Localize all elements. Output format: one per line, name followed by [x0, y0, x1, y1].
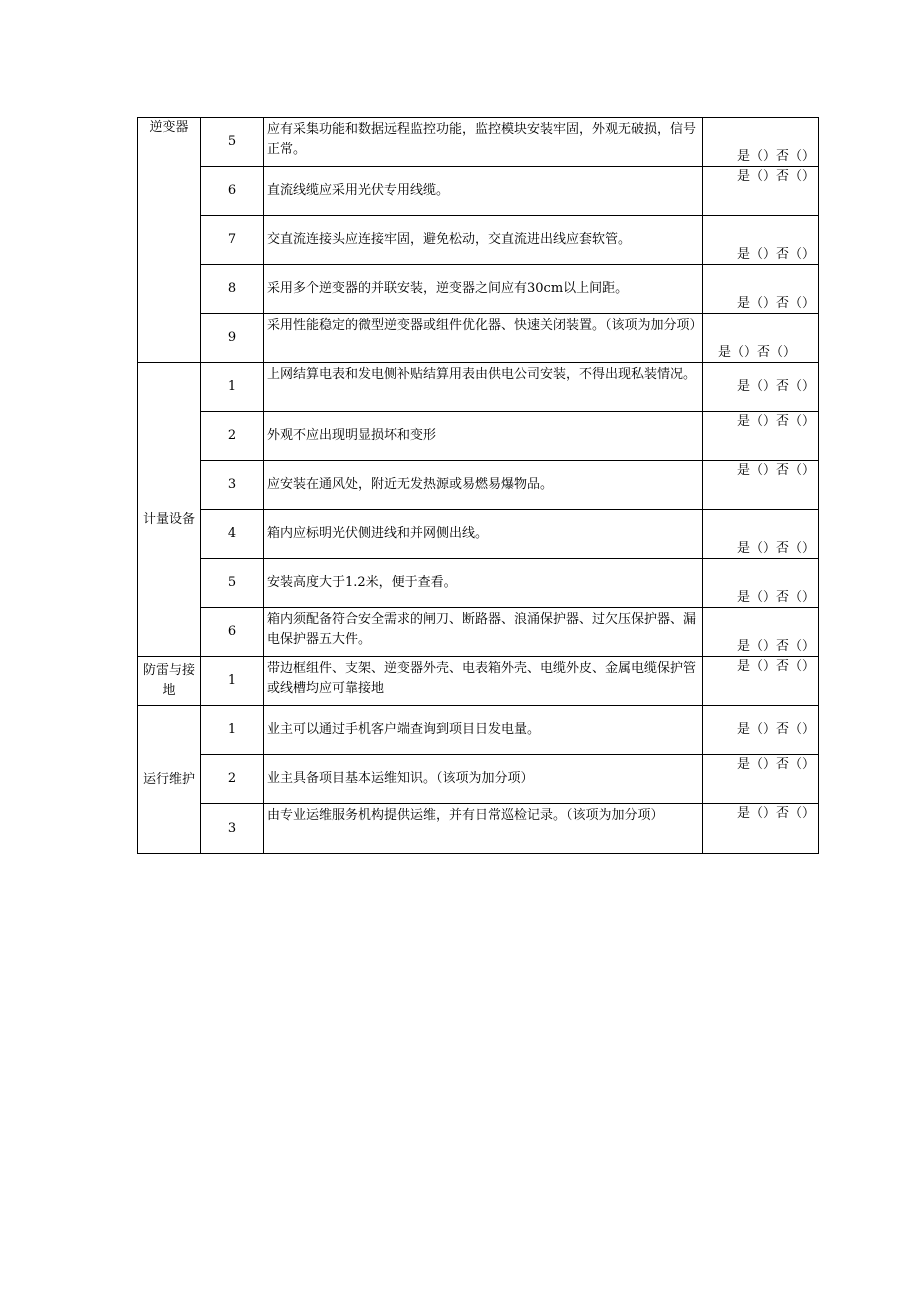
- yes-no-options[interactable]: 是（）否（）: [736, 541, 815, 556]
- result-cell[interactable]: [703, 559, 819, 608]
- item-number: 7: [201, 216, 264, 265]
- item-description: 箱内须配备符合安全需求的闸刀、断路器、浪涌保护器、过欠压保护器、漏电保护器五大件。: [264, 608, 703, 657]
- result-cell[interactable]: [703, 216, 819, 265]
- table-row: [138, 755, 819, 804]
- result-cell[interactable]: [703, 118, 819, 167]
- category-cell: 运行维护: [138, 706, 201, 854]
- item-description: 业主可以通过手机客户端查询到项目日发电量。: [264, 706, 703, 755]
- yes-no-options[interactable]: 是（）否（）: [736, 639, 815, 654]
- item-description: 安装高度大于1.2米，便于查看。: [264, 559, 703, 608]
- item-description: 上网结算电表和发电侧补贴结算用表由供电公司安装，不得出现私装情况。: [264, 363, 703, 412]
- table-row: [138, 804, 819, 854]
- table-row: [138, 314, 819, 363]
- result-cell[interactable]: [703, 657, 819, 706]
- item-number: 4: [201, 510, 264, 559]
- table-row: [138, 657, 819, 706]
- table-row: [138, 608, 819, 657]
- yes-no-options[interactable]: 是（）否（）: [736, 149, 815, 164]
- category-cell: 防雷与接地: [138, 657, 201, 706]
- result-cell[interactable]: [703, 755, 819, 804]
- table-row: [138, 167, 819, 216]
- item-number: 5: [201, 559, 264, 608]
- table-row: [138, 510, 819, 559]
- item-number: 8: [201, 265, 264, 314]
- category-cell: 逆变器: [138, 118, 201, 363]
- table-row: [138, 265, 819, 314]
- item-number: 1: [201, 657, 264, 706]
- category-cell: 计量设备: [138, 363, 201, 657]
- table-row: [138, 706, 819, 755]
- inspection-table: [137, 117, 819, 854]
- table-row: [138, 118, 819, 167]
- item-number: 9: [201, 314, 264, 363]
- yes-no-options[interactable]: 是（）否（）: [736, 379, 815, 394]
- result-cell[interactable]: [703, 510, 819, 559]
- result-cell[interactable]: [703, 412, 819, 461]
- yes-no-options[interactable]: 是（）否（）: [736, 722, 815, 737]
- yes-no-options[interactable]: 是（）否（）: [736, 806, 815, 821]
- item-description: 业主具备项目基本运维知识。（该项为加分项）: [264, 755, 703, 804]
- result-cell[interactable]: [703, 363, 819, 412]
- result-cell[interactable]: [703, 608, 819, 657]
- result-cell[interactable]: [703, 167, 819, 216]
- yes-no-options[interactable]: 是（）否（）: [736, 169, 815, 184]
- result-cell[interactable]: [703, 314, 819, 363]
- yes-no-options[interactable]: 是（）否（）: [736, 659, 815, 674]
- item-description: 采用多个逆变器的并联安装，逆变器之间应有30cm以上间距。: [264, 265, 703, 314]
- item-number: 3: [201, 461, 264, 510]
- item-description: 带边框组件、支架、逆变器外壳、电表箱外壳、电缆外皮、金属电缆保护管或线槽均应可靠接地: [264, 657, 703, 706]
- yes-no-options[interactable]: 是（）否（）: [736, 757, 815, 772]
- item-description: 交直流连接头应连接牢固，避免松动，交直流进出线应套软管。: [264, 216, 703, 265]
- item-number: 3: [201, 804, 264, 854]
- result-cell[interactable]: [703, 706, 819, 755]
- item-number: 2: [201, 412, 264, 461]
- item-number: 5: [201, 118, 264, 167]
- yes-no-options[interactable]: 是（）否（）: [736, 247, 815, 262]
- item-description: 由专业运维服务机构提供运维，并有日常巡检记录。（该项为加分项）: [264, 804, 703, 854]
- item-number: 2: [201, 755, 264, 804]
- item-description: 应安装在通风处，附近无发热源或易燃易爆物品。: [264, 461, 703, 510]
- yes-no-options[interactable]: 是（）否（）: [736, 463, 815, 478]
- item-number: 6: [201, 167, 264, 216]
- item-number: 1: [201, 706, 264, 755]
- yes-no-options[interactable]: 是（）否（）: [736, 414, 815, 429]
- yes-no-options[interactable]: 是（）否（）: [736, 590, 815, 605]
- item-description: 箱内应标明光伏侧进线和并网侧出线。: [264, 510, 703, 559]
- yes-no-options[interactable]: 是（）否（）: [736, 296, 815, 311]
- table-row: [138, 216, 819, 265]
- item-description: 外观不应出现明显损坏和变形: [264, 412, 703, 461]
- item-description: 直流线缆应采用光伏专用线缆。: [264, 167, 703, 216]
- item-description: 采用性能稳定的微型逆变器或组件优化器、快速关闭装置。（该项为加分项）: [264, 314, 703, 363]
- item-number: 1: [201, 363, 264, 412]
- table-row: [138, 363, 819, 412]
- result-cell[interactable]: [703, 461, 819, 510]
- table-row: [138, 412, 819, 461]
- table-row: [138, 559, 819, 608]
- item-number: 6: [201, 608, 264, 657]
- table-row: [138, 461, 819, 510]
- yes-no-options[interactable]: 是（）否（）: [717, 345, 796, 360]
- result-cell[interactable]: [703, 804, 819, 854]
- result-cell[interactable]: [703, 265, 819, 314]
- item-description: 应有采集功能和数据远程监控功能，监控模块安装牢固，外观无破损，信号正常。: [264, 118, 703, 167]
